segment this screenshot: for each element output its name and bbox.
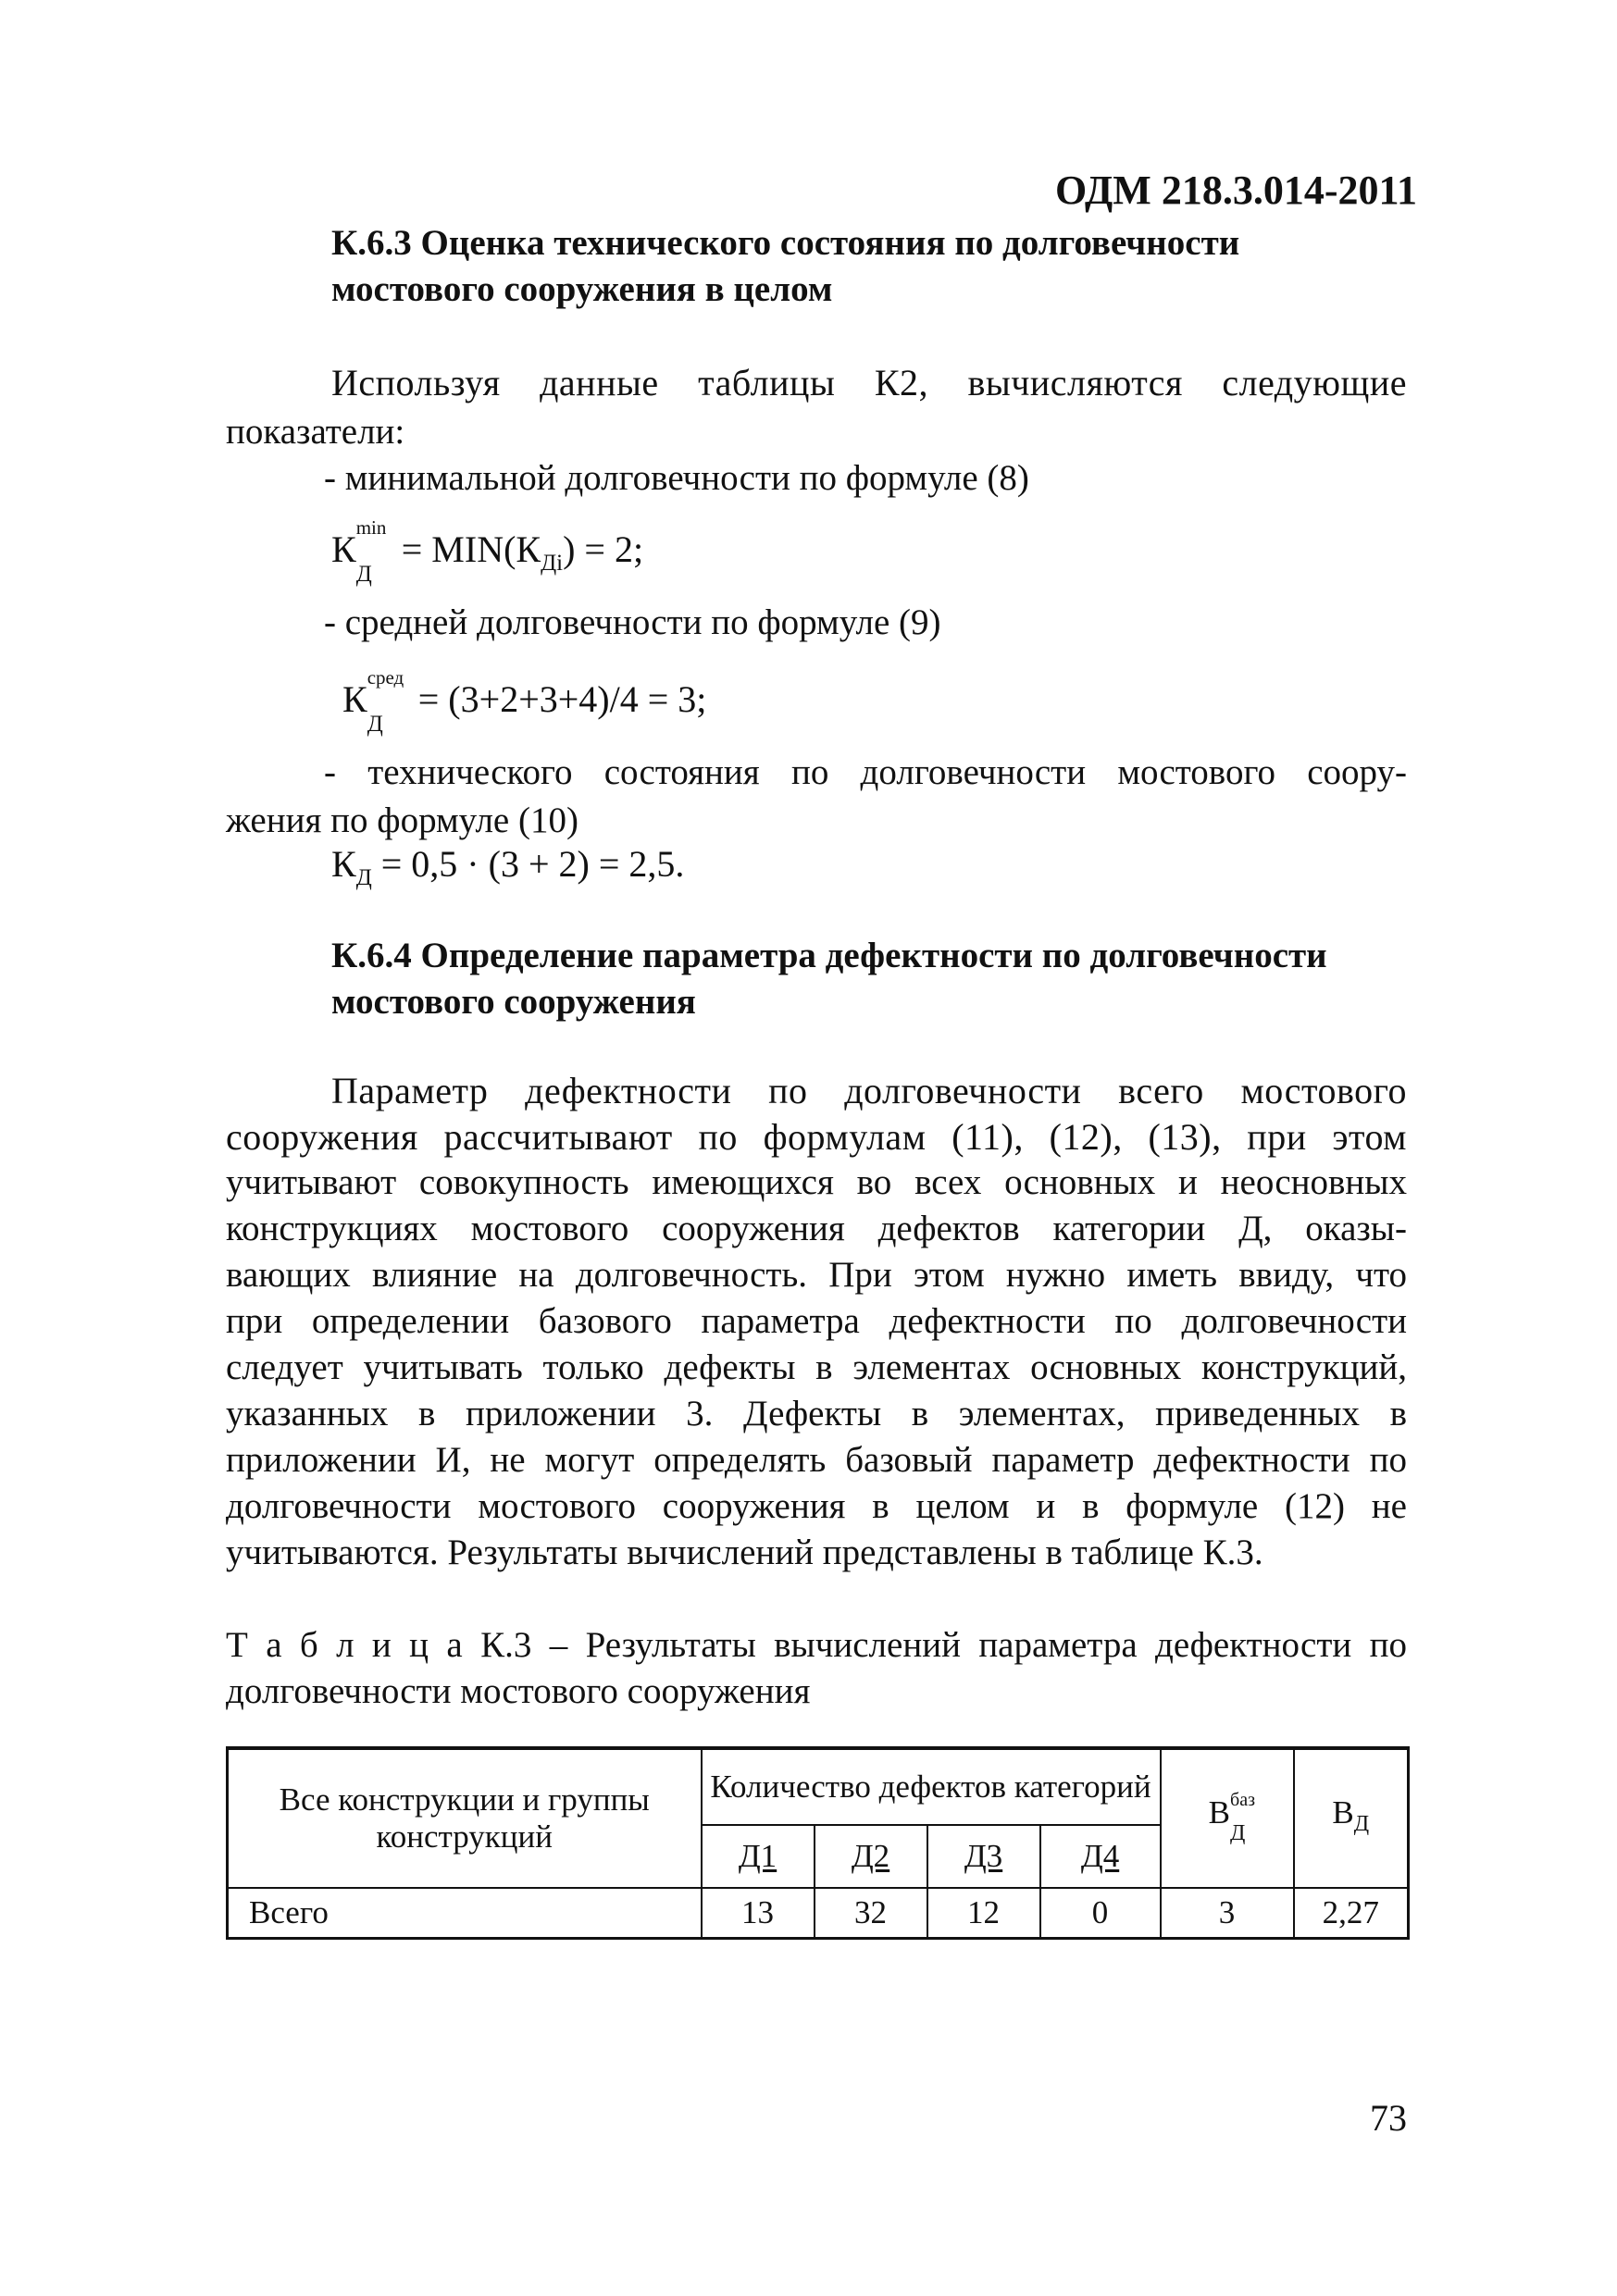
formula-min: К min $_Д = MIN(К_{Дi}) = 2$; (331, 516, 644, 587)
paragraph-line: сооружения рассчитывают по формулам (11), (12), (13), при этом (226, 1116, 1407, 1158)
item-tech-state-line1: - технического состояния по долговечности мостового соору- (324, 752, 1407, 792)
table-caption-line1: Т а б л и ц а К.3 – Результаты вычислений параметра дефектности по (226, 1625, 1407, 1665)
paragraph-line: долговечности мостового сооружения в целом и в формуле (12) не (226, 1486, 1407, 1526)
section-heading-k63-line1: К.6.3 Оценка технического состояния по долговечности (331, 223, 1240, 263)
table-caption-line2: долговечности мостового сооружения (226, 1671, 811, 1711)
paragraph-line: указанных в приложении 3. Дефекты в элементах, приведенных в (226, 1394, 1407, 1433)
row-value-d2: 32 (815, 1888, 927, 1939)
paragraph-line: приложении И, не могут определять базовый параметр дефектности по (226, 1440, 1407, 1480)
col-header-defect-count: Количество дефектов категорий (702, 1748, 1161, 1825)
col-header-b-d: $В_Д$ (1294, 1748, 1409, 1888)
item-avg-durability: - средней долговечности по формуле (9) (324, 602, 941, 642)
col-header-structures: Все конструкции и группы конструкций (228, 1748, 702, 1888)
item-min-durability: - минимальной долговечности по формуле (8) (324, 458, 1029, 498)
col-header-b-base: В баз $_Д$ (1161, 1748, 1294, 1888)
category-d3: Д3 (927, 1825, 1040, 1888)
paragraph-line: Параметр дефектности по долговечности всего мостового (331, 1070, 1407, 1111)
results-table (226, 1746, 1410, 1940)
intro-line-1: Используя данные таблицы К2, вычисляются следующие (331, 362, 1407, 403)
row-value-b-d: 2,27 (1294, 1888, 1409, 1939)
row-value-b-base: 3 (1161, 1888, 1294, 1939)
item-tech-state-line2: жения по формуле (10) (226, 800, 578, 840)
paragraph-line: при определении базового параметра дефектности по долговечности (226, 1301, 1407, 1341)
formula-kd: $К_Д = 0,5 \cdot (3 + 2) = 2,5$. (331, 843, 685, 890)
category-d2: Д2 (815, 1825, 927, 1888)
row-value-d3: 12 (927, 1888, 1040, 1939)
section-heading-k64-line2: мостового сооружения (331, 982, 696, 1022)
section-heading-k63-line2: мостового сооружения в целом (331, 269, 833, 309)
intro-line-2: показатели: (226, 412, 405, 452)
section-heading-k64-line1: К.6.4 Определение параметра дефектности по долговечности (331, 936, 1327, 975)
category-d1: Д1 (702, 1825, 815, 1888)
page-number: 73 (1370, 2097, 1407, 2139)
paragraph-line: вающих влияние на долговечность. При этом нужно иметь ввиду, что (226, 1255, 1407, 1295)
category-d4: Д4 (1040, 1825, 1161, 1888)
row-label: Всего (228, 1888, 702, 1939)
row-value-d1: 13 (702, 1888, 815, 1939)
paragraph-line: конструкциях мостового сооружения дефектов категории Д, оказы- (226, 1209, 1407, 1248)
paragraph-line: учитываются. Результаты вычислений представлены в таблице К.3. (226, 1533, 1263, 1572)
paragraph-line: следует учитывать только дефекты в элементах основных конструкций, (226, 1347, 1407, 1387)
document-code: ОДМ 218.3.014-2011 (1055, 168, 1418, 213)
paragraph-line: учитывают совокупность имеющихся во всех основных и неосновных (226, 1162, 1407, 1202)
row-value-d4: 0 (1040, 1888, 1161, 1939)
table-row (228, 1888, 1409, 1939)
formula-avg: К сред $_Д$ = (3+2+3+4)/4 = 3; (342, 666, 707, 737)
